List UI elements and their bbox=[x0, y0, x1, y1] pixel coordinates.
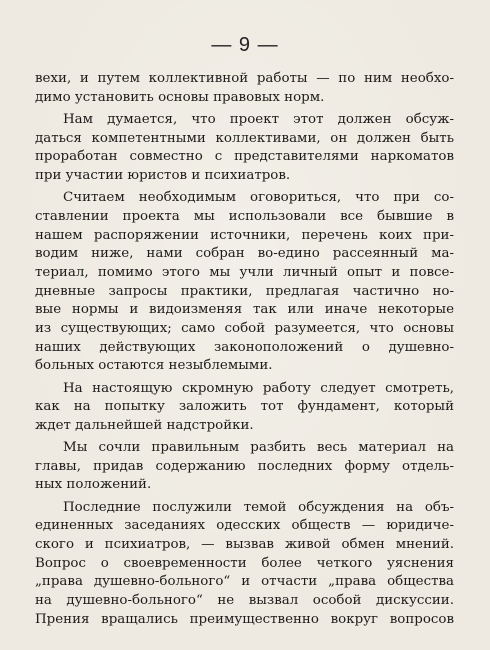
paragraph bbox=[35, 111, 454, 186]
page-number: — 9 — bbox=[211, 34, 279, 56]
text-line: Считаем необходимым оговориться, что при со- bbox=[63, 190, 454, 206]
text-line: вые нормы и видоизменяя так или иначе некоторые bbox=[35, 302, 454, 318]
text-line: главы, придав содержанию последних форму отдель- bbox=[35, 458, 454, 474]
text-line: при участии юристов и психиатров. bbox=[35, 167, 291, 183]
paragraph bbox=[35, 189, 454, 376]
text-line: Нам думается, что проект этот должен обсуж- bbox=[63, 111, 454, 127]
text-line: ского и психиатров, — вызвав живой обмен мнений. bbox=[35, 537, 454, 552]
text-line: больных остаются незыблемыми. bbox=[35, 358, 273, 374]
text-line: как на попытку заложить тот фундамент, который bbox=[35, 399, 454, 415]
paragraph bbox=[35, 380, 454, 436]
text-line: вехи, и путем коллективной работы — по ним необхо- bbox=[35, 71, 454, 86]
text-line: из существующих; само собой разумеется, что основы bbox=[35, 320, 454, 336]
text-line: „права душевно-больного“ и отчасти „права общества bbox=[35, 574, 454, 590]
text-line: димо установить основы правовых норм. bbox=[35, 89, 325, 105]
paragraph bbox=[35, 439, 454, 495]
paragraph bbox=[35, 499, 454, 630]
text-line: ждет дальнейшей надстройки. bbox=[35, 417, 254, 433]
text-line: ных положений. bbox=[35, 477, 152, 493]
text-line: на душевно-больного“ не вызвал особой дискуссии. bbox=[35, 593, 454, 609]
text-line: Мы сочли правильным разбить весь материал на bbox=[63, 440, 454, 456]
text-line: единенных заседаниях одесских обществ — юридиче- bbox=[35, 518, 454, 534]
text-line: даться компетентными коллективами, он должен быть bbox=[35, 130, 454, 146]
text-line: наших действующих законоположений о душевно- bbox=[35, 339, 454, 355]
text-line: водим ниже, нами собран во-едино рассеянный ма- bbox=[35, 246, 454, 262]
text-line: ставлении проекта мы использовали все бывшие в bbox=[35, 208, 454, 224]
body-text bbox=[35, 70, 454, 633]
text-line: На настоящую скромную работу следует смотреть, bbox=[63, 380, 454, 396]
text-line: Вопрос о своевременности более четкого уяснения bbox=[35, 555, 454, 571]
text-line: Прения вращались преимущественно вокруг вопросов bbox=[35, 611, 454, 627]
text-line: нашем распоряжении источники, перечень коих при- bbox=[35, 227, 454, 243]
text-line: териал, помимо этого мы учли личный опыт и повсе- bbox=[35, 264, 454, 280]
text-line: проработан совместно с представителями наркоматов bbox=[35, 149, 454, 165]
text-line: дневные запросы практики, предлагая частично но- bbox=[35, 283, 454, 299]
paragraph bbox=[35, 70, 454, 107]
text-line: Последние послужили темой обсуждения на объ- bbox=[63, 499, 454, 515]
